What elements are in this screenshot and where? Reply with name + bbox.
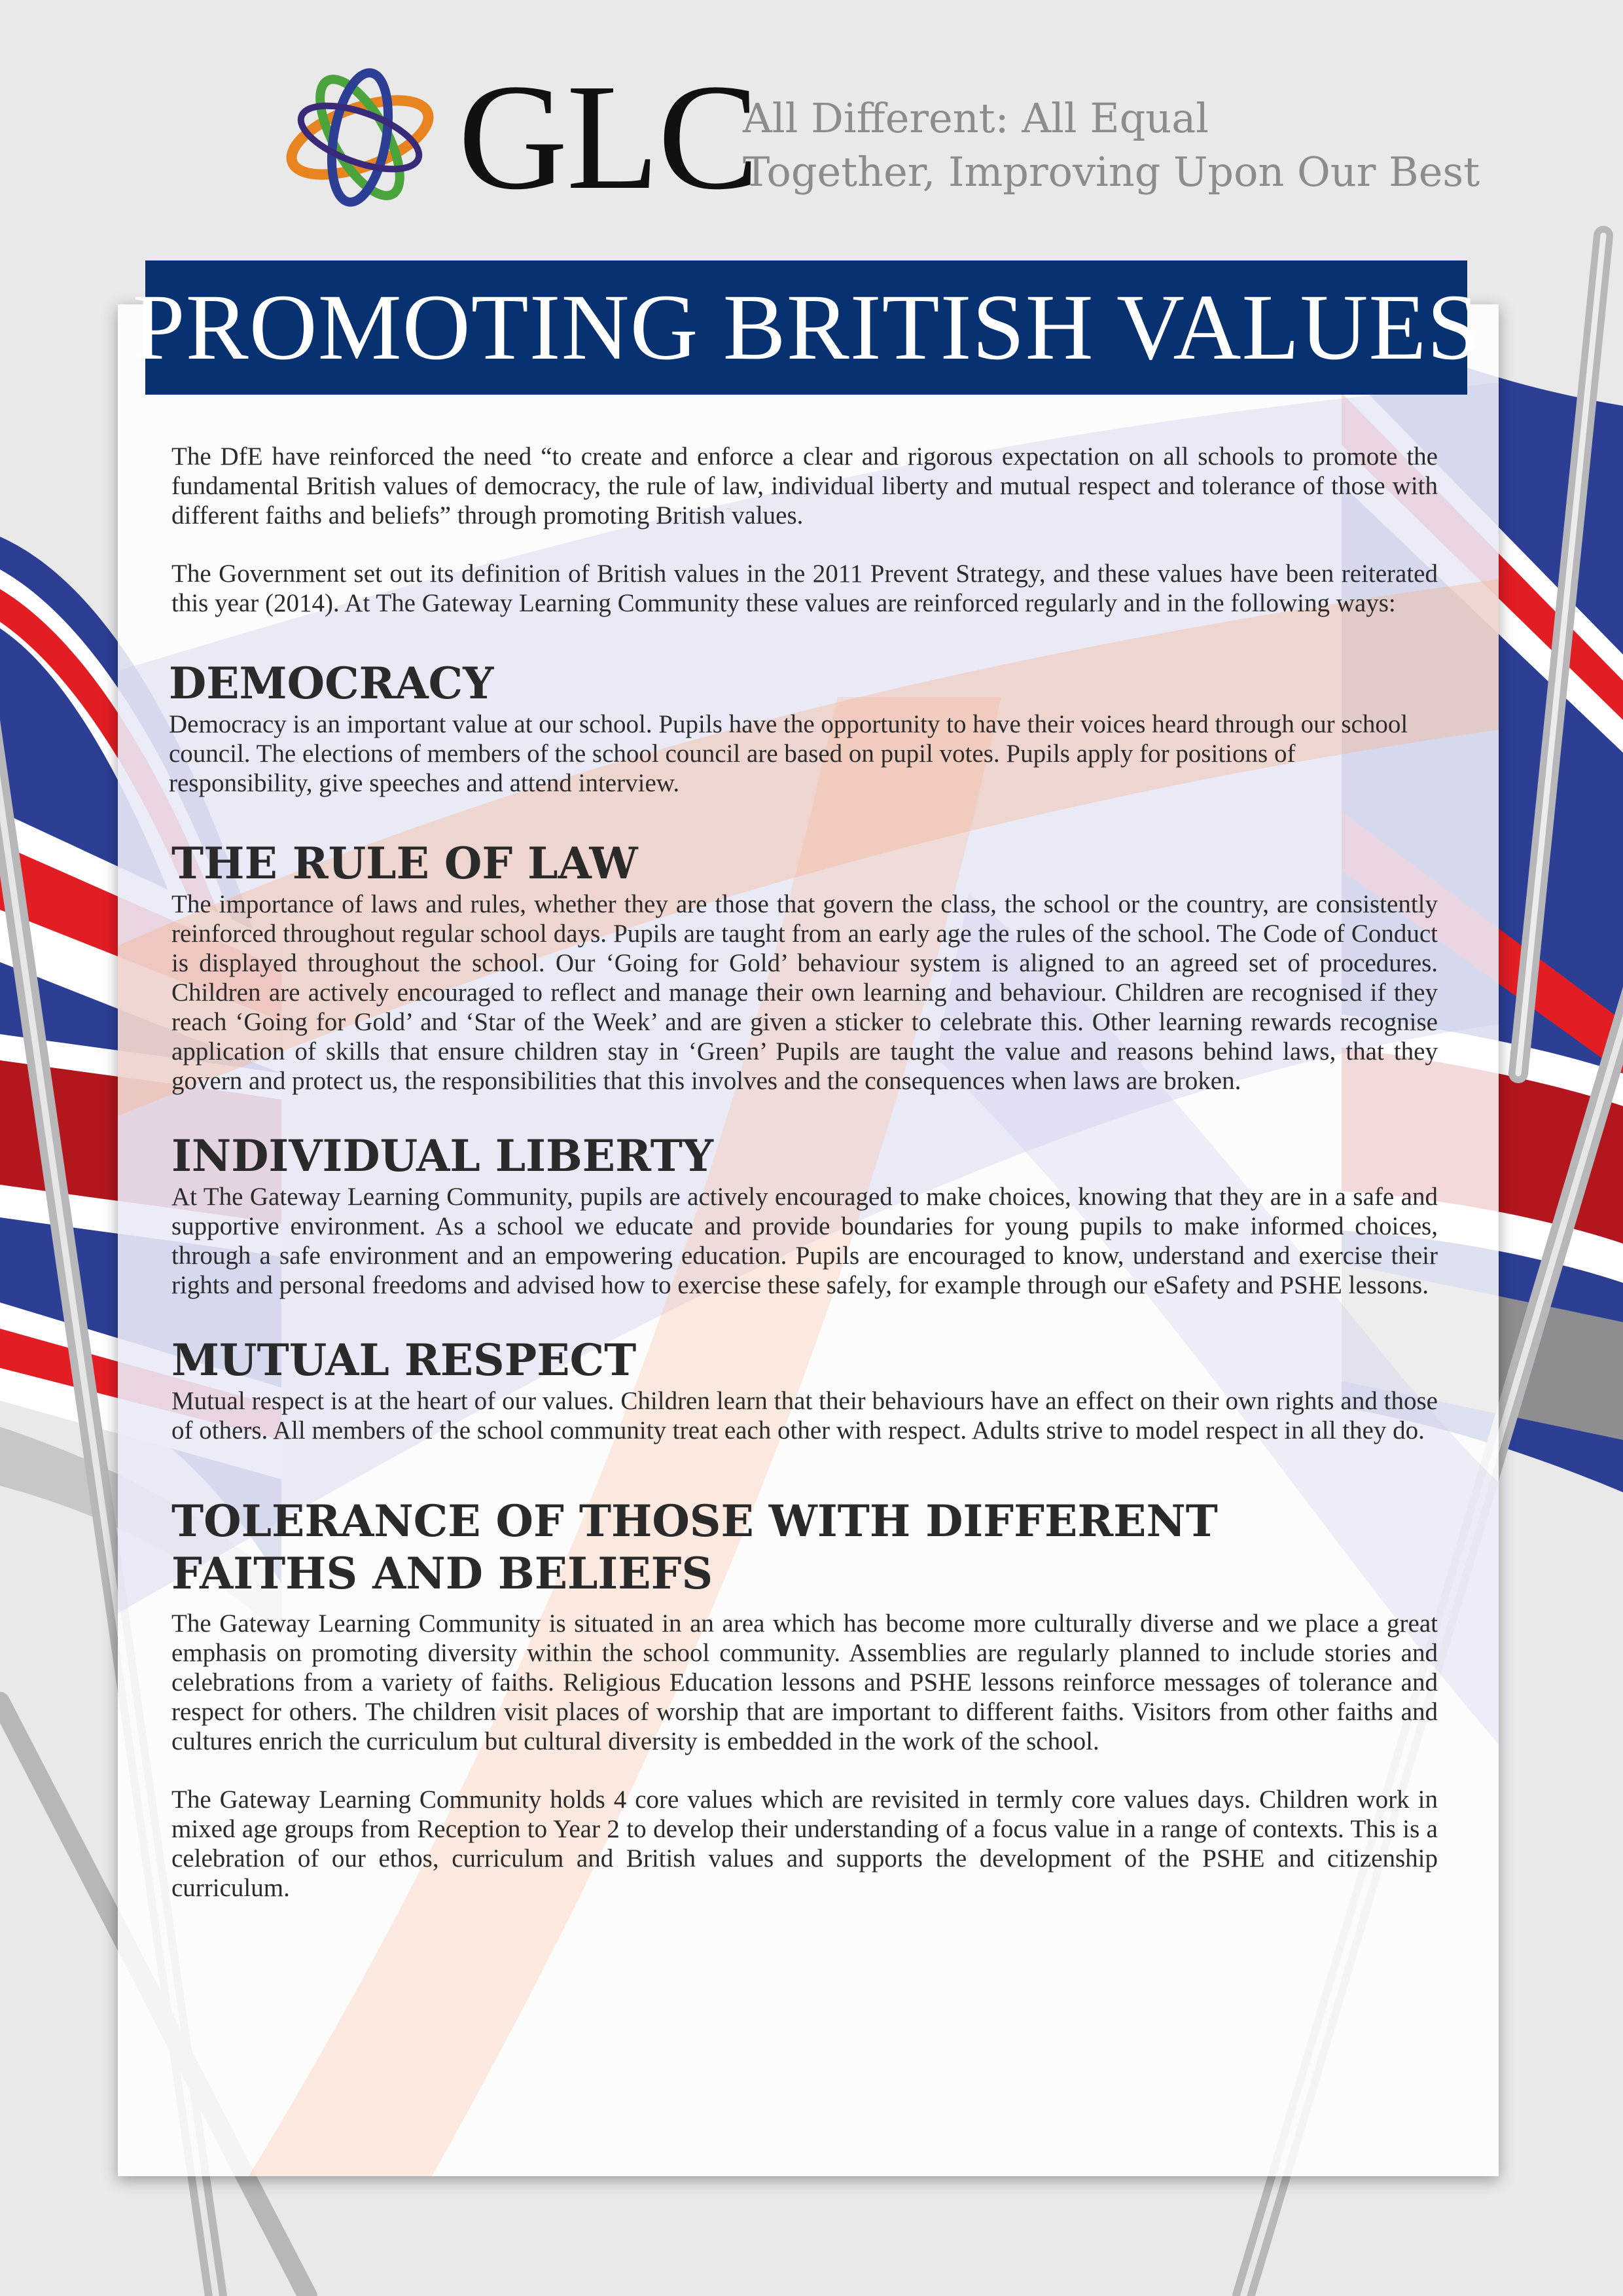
title-banner — [132, 260, 1480, 395]
tagline-line-1: All Different: All Equal — [743, 94, 1209, 142]
section-heading-tolerance: TOLERANCE OF THOSE WITH DIFFERENT FAITHS AND BELIEFS — [171, 1496, 1218, 1599]
tagline — [743, 92, 1480, 199]
section-text-democracy: Democracy is an important value at our school. Pupils have the opportunity to have their voices heard through our school council. The elections of members of the school council are based on pupil votes. Pupils apply for positions of responsibility, give speeches and attend interview. — [169, 710, 1408, 797]
tagline-line-2: Together, Improving Upon Our Best — [743, 148, 1480, 196]
section-text-individual-liberty: At The Gateway Learning Community, pupils are actively encouraged to make choices, knowing that they are in a safe and supportive environment. As a school we educate and provide boundaries for young pupils to make informed choices, through a safe environment and an empowering education. Pupils are encouraged to know, understand and exercise their rights and personal freedoms and advised how to exercise these safely, for example through our eSafety and PSHE lessons. — [171, 1183, 1438, 1299]
section-text-tolerance-1: The Gateway Learning Community is situated in an area which has become more culturally diverse and we place a great emphasis on promoting diversity within the school community. Assemblies are regularly planned to include stories and celebrations from a variety of faiths. Religious Education lessons and PSHE lessons reinforce messages of tolerance and respect for others. The children visit places of worship that are important to different faiths. Visitors from other faiths and cultures enrich the curriculum but cultural diversity is embedded in the work of the school. — [171, 1609, 1438, 1755]
document-body — [171, 442, 1438, 1903]
section-heading-democracy: DEMOCRACY — [169, 658, 494, 709]
glc-logo-icon — [281, 59, 438, 209]
intro-paragraph-2: The Government set out its definition of British values in the 2011 Prevent Strategy, and these values have been reiterated this year (2014). At The Gateway Learning Community these values are reinforced regularly and in the following ways: — [171, 560, 1438, 617]
section-text-rule-of-law: The importance of laws and rules, whether they are those that govern the class, the school or the country, are consistently reinforced throughout regular school days. Pupils are taught from an early age the rules of the school. The Code of Conduct is displayed throughout the school. Our ‘Going for Gold’ behaviour system is aligned to an agreed set of procedures. Children are actively encouraged to reflect and manage their own learning and behaviour. Children are recognised if they reach ‘Going for Gold’ and ‘Star of the Week’ and are given a sticker to celebrate this. Other learning rewards recognise application of skills that ensure children stay in ‘Green’ Pupils are taught the value and reasons behind laws, that they govern and protect us, the responsibilities that this involves and the consequences when laws are broken. — [171, 890, 1438, 1095]
page-header — [0, 0, 1623, 221]
logo-wordmark: GLC — [458, 53, 758, 221]
section-text-tolerance-2: The Gateway Learning Community holds 4 core values which are revisited in termly core values days. Children work in mixed age groups from Reception to Year 2 to develop their understanding of a focus value in a range of contexts. This is a celebration of our ethos, curriculum and British values and supports the development of the PSHE and citizenship curriculum. — [171, 1785, 1438, 1902]
page-title: PROMOTING BRITISH VALUES — [132, 275, 1480, 380]
section-heading-rule-of-law: THE RULE OF LAW — [171, 838, 638, 889]
section-text-mutual-respect: Mutual respect is at the heart of our values. Children learn that their behaviours have an effect on their own rights and those of others. All members of the school community treat each other with respect. Adults strive to model respect in all they do. — [171, 1387, 1438, 1444]
intro-paragraph-1: The DfE have reinforced the need “to create and enforce a clear and rigorous expectation on all schools to promote the fundamental British values of democracy, the rule of law, individual liberty and mutual respect and tolerance of those with different faiths and beliefs” through promoting British values. — [171, 442, 1438, 529]
section-heading-mutual-respect: MUTUAL RESPECT — [171, 1335, 637, 1386]
section-heading-individual-liberty: INDIVIDUAL LIBERTY — [171, 1130, 714, 1181]
